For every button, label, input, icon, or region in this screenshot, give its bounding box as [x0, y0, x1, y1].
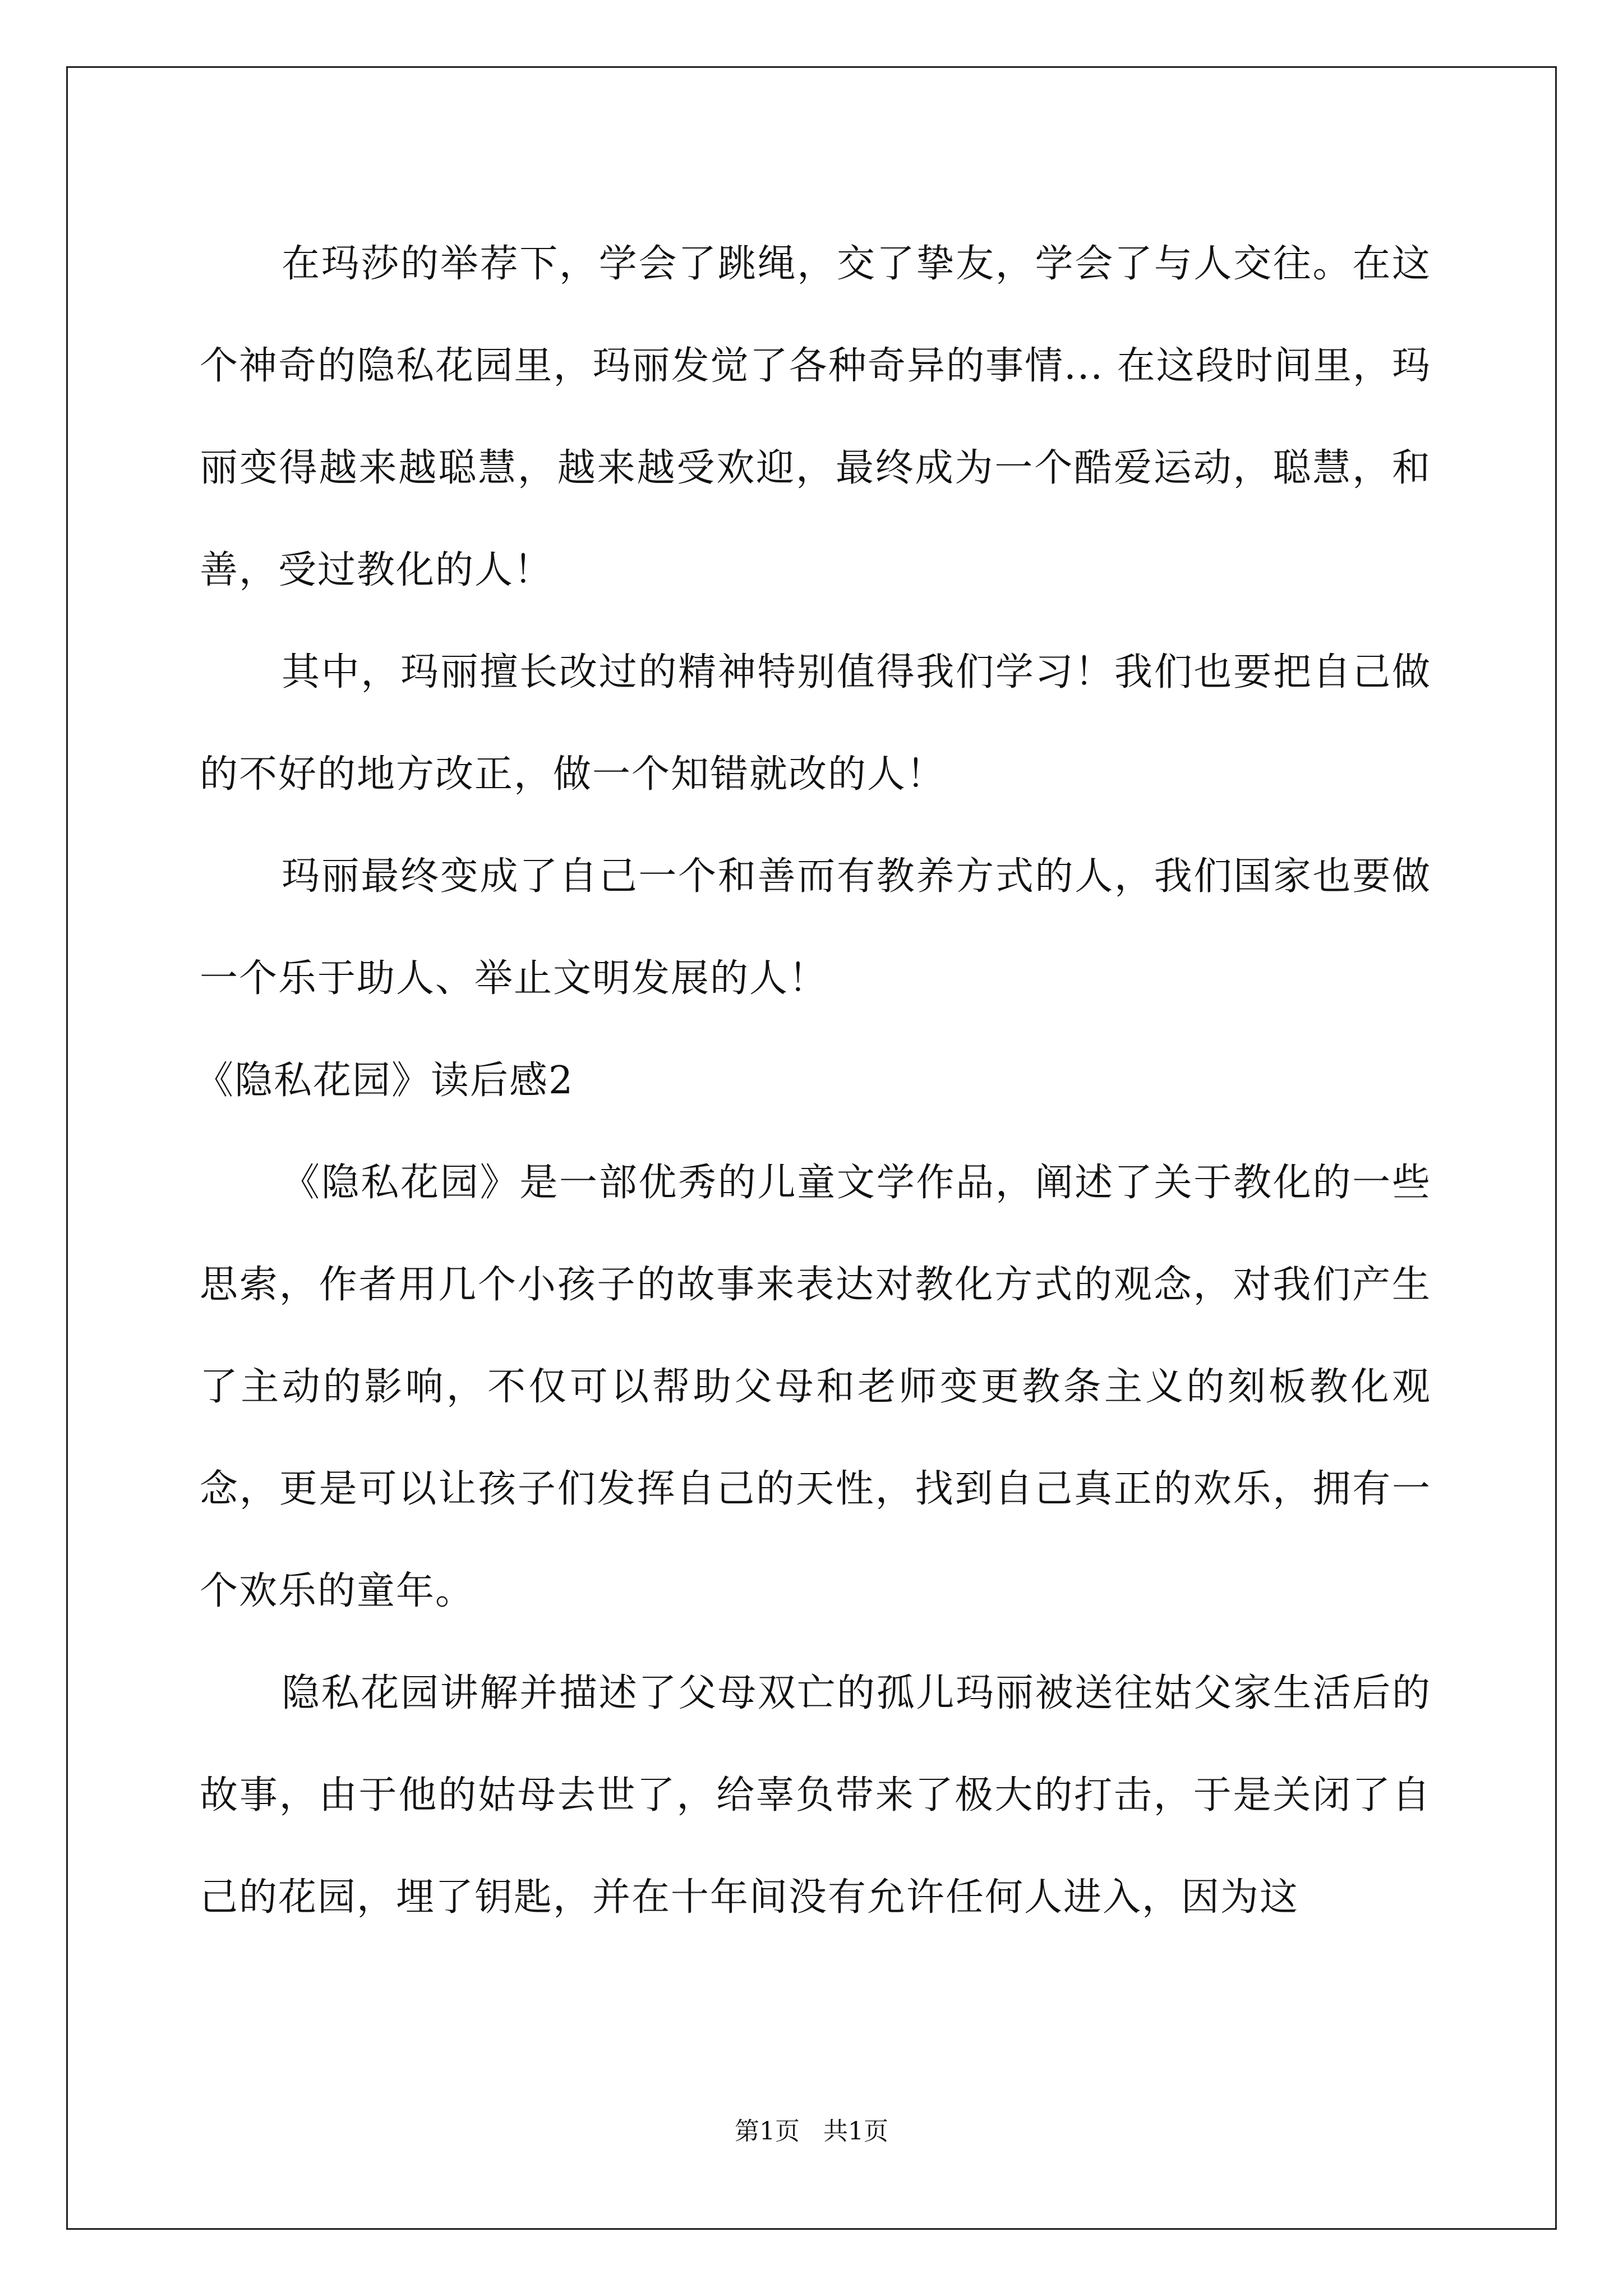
paragraph-5: 隐私花园讲解并描述了父母双亡的孤儿玛丽被送往姑父家生活后的故事，由于他的姑母去世了，给辜负带来了极大的打击，于是关闭了自己的花园，埋了钥匙，并在十年间没有允许任何人进入，因为这 — [200, 1671, 1431, 1920]
paragraph-3: 玛丽最终变成了自己一个和善而有教养方式的人，我们国家也要做一个乐于助人、举止文明发展的人！ — [200, 854, 1431, 1001]
paragraph-2: 其中，玛丽擅长改过的精神特别值得我们学习！我们也要把自己做的不好的地方改正，做一个知错就改的人！ — [200, 650, 1431, 797]
page-number: 第1页 — [735, 2117, 800, 2146]
paragraph-4: 《隐私花园》是一部优秀的儿童文学作品，阐述了关于教化的一些思索，作者用几个小孩子的故事来表达对教化方式的观念，对我们产生了主动的影响，不仅可以帮助父母和老师变更教条主义的刻板教化观念，更是可以让孩子们发挥自己的天性，找到自己真正的欢乐，拥有一个欢乐的童年。 — [200, 1161, 1431, 1613]
document-body — [195, 213, 1431, 1949]
section-heading: 《隐私花园》读后感2 — [195, 1059, 574, 1103]
page-total: 共1页 — [823, 2117, 888, 2146]
paragraph-1: 在玛莎的举荐下，学会了跳绳，交了挚友，学会了与人交往。在这个神奇的隐私花园里，玛丽发觉了各种奇异的事情... 在这段时间里，玛丽变得越来越聪慧，越来越受欢迎，最终成为一个酷爱运动，聪慧，和善，受过教化的人！ — [200, 242, 1431, 592]
page-footer — [0, 2115, 1623, 2148]
